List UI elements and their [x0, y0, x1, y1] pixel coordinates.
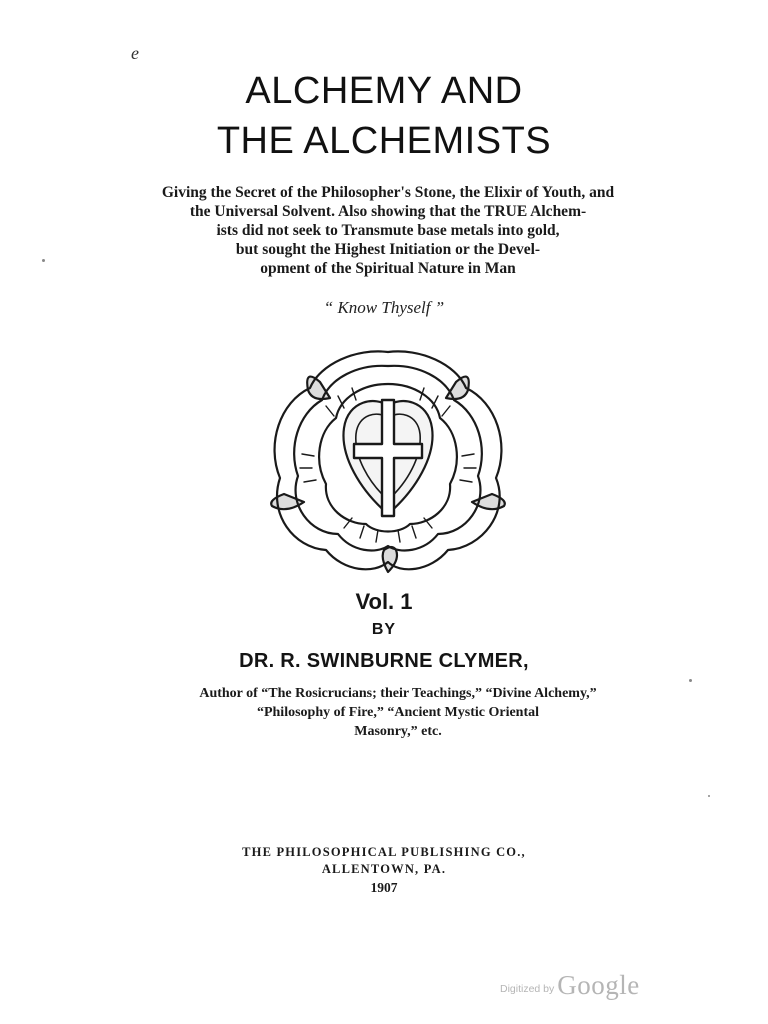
- subtitle-line: opment of the Spiritual Nature in Man: [260, 260, 516, 277]
- title-line-1: ALCHEMY AND: [245, 70, 523, 112]
- author-works: [118, 684, 678, 741]
- rose-cross-icon: [260, 344, 516, 576]
- watermark-prefix: Digitized by: [500, 983, 555, 995]
- page-mark: e: [131, 43, 139, 63]
- subtitle-line: ists did not seek to Transmute base metals into gold,: [216, 222, 560, 239]
- digitized-watermark: [500, 970, 640, 1001]
- title-line-2: THE ALCHEMISTS: [216, 120, 552, 162]
- author-works-line: Masonry,” etc.: [354, 724, 442, 739]
- publication-place: ALLENTOWN, PA.: [321, 862, 447, 876]
- subtitle-line: Giving the Secret of the Philosopher's Stone, the Elixir of Youth, and: [161, 184, 615, 201]
- publication-year: 1907: [370, 880, 398, 895]
- watermark-brand: Google: [557, 970, 640, 1000]
- subtitle-line: but sought the Highest Initiation or the Devel-: [235, 241, 541, 258]
- publisher: THE PHILOSOPHICAL PUBLISHING CO.,: [242, 845, 526, 859]
- volume-label: Vol. 1: [355, 589, 413, 614]
- scan-speck: [42, 259, 45, 262]
- subtitle: [108, 183, 668, 278]
- author-works-line: Author of “The Rosicrucians; their Teachings,” “Divine Alchemy,”: [199, 686, 597, 701]
- author-works-line: “Philosophy of Fire,” “Ancient Mystic Oriental: [256, 705, 540, 720]
- scan-speck: [708, 795, 710, 797]
- by-label: BY: [371, 621, 397, 638]
- scan-speck: [689, 679, 692, 682]
- motto: “ Know Thyself ”: [323, 298, 445, 317]
- subtitle-line: the Universal Solvent. Also showing that the TRUE Alchem-: [189, 203, 587, 220]
- author-name: DR. R. SWINBURNE CLYMER,: [239, 650, 529, 672]
